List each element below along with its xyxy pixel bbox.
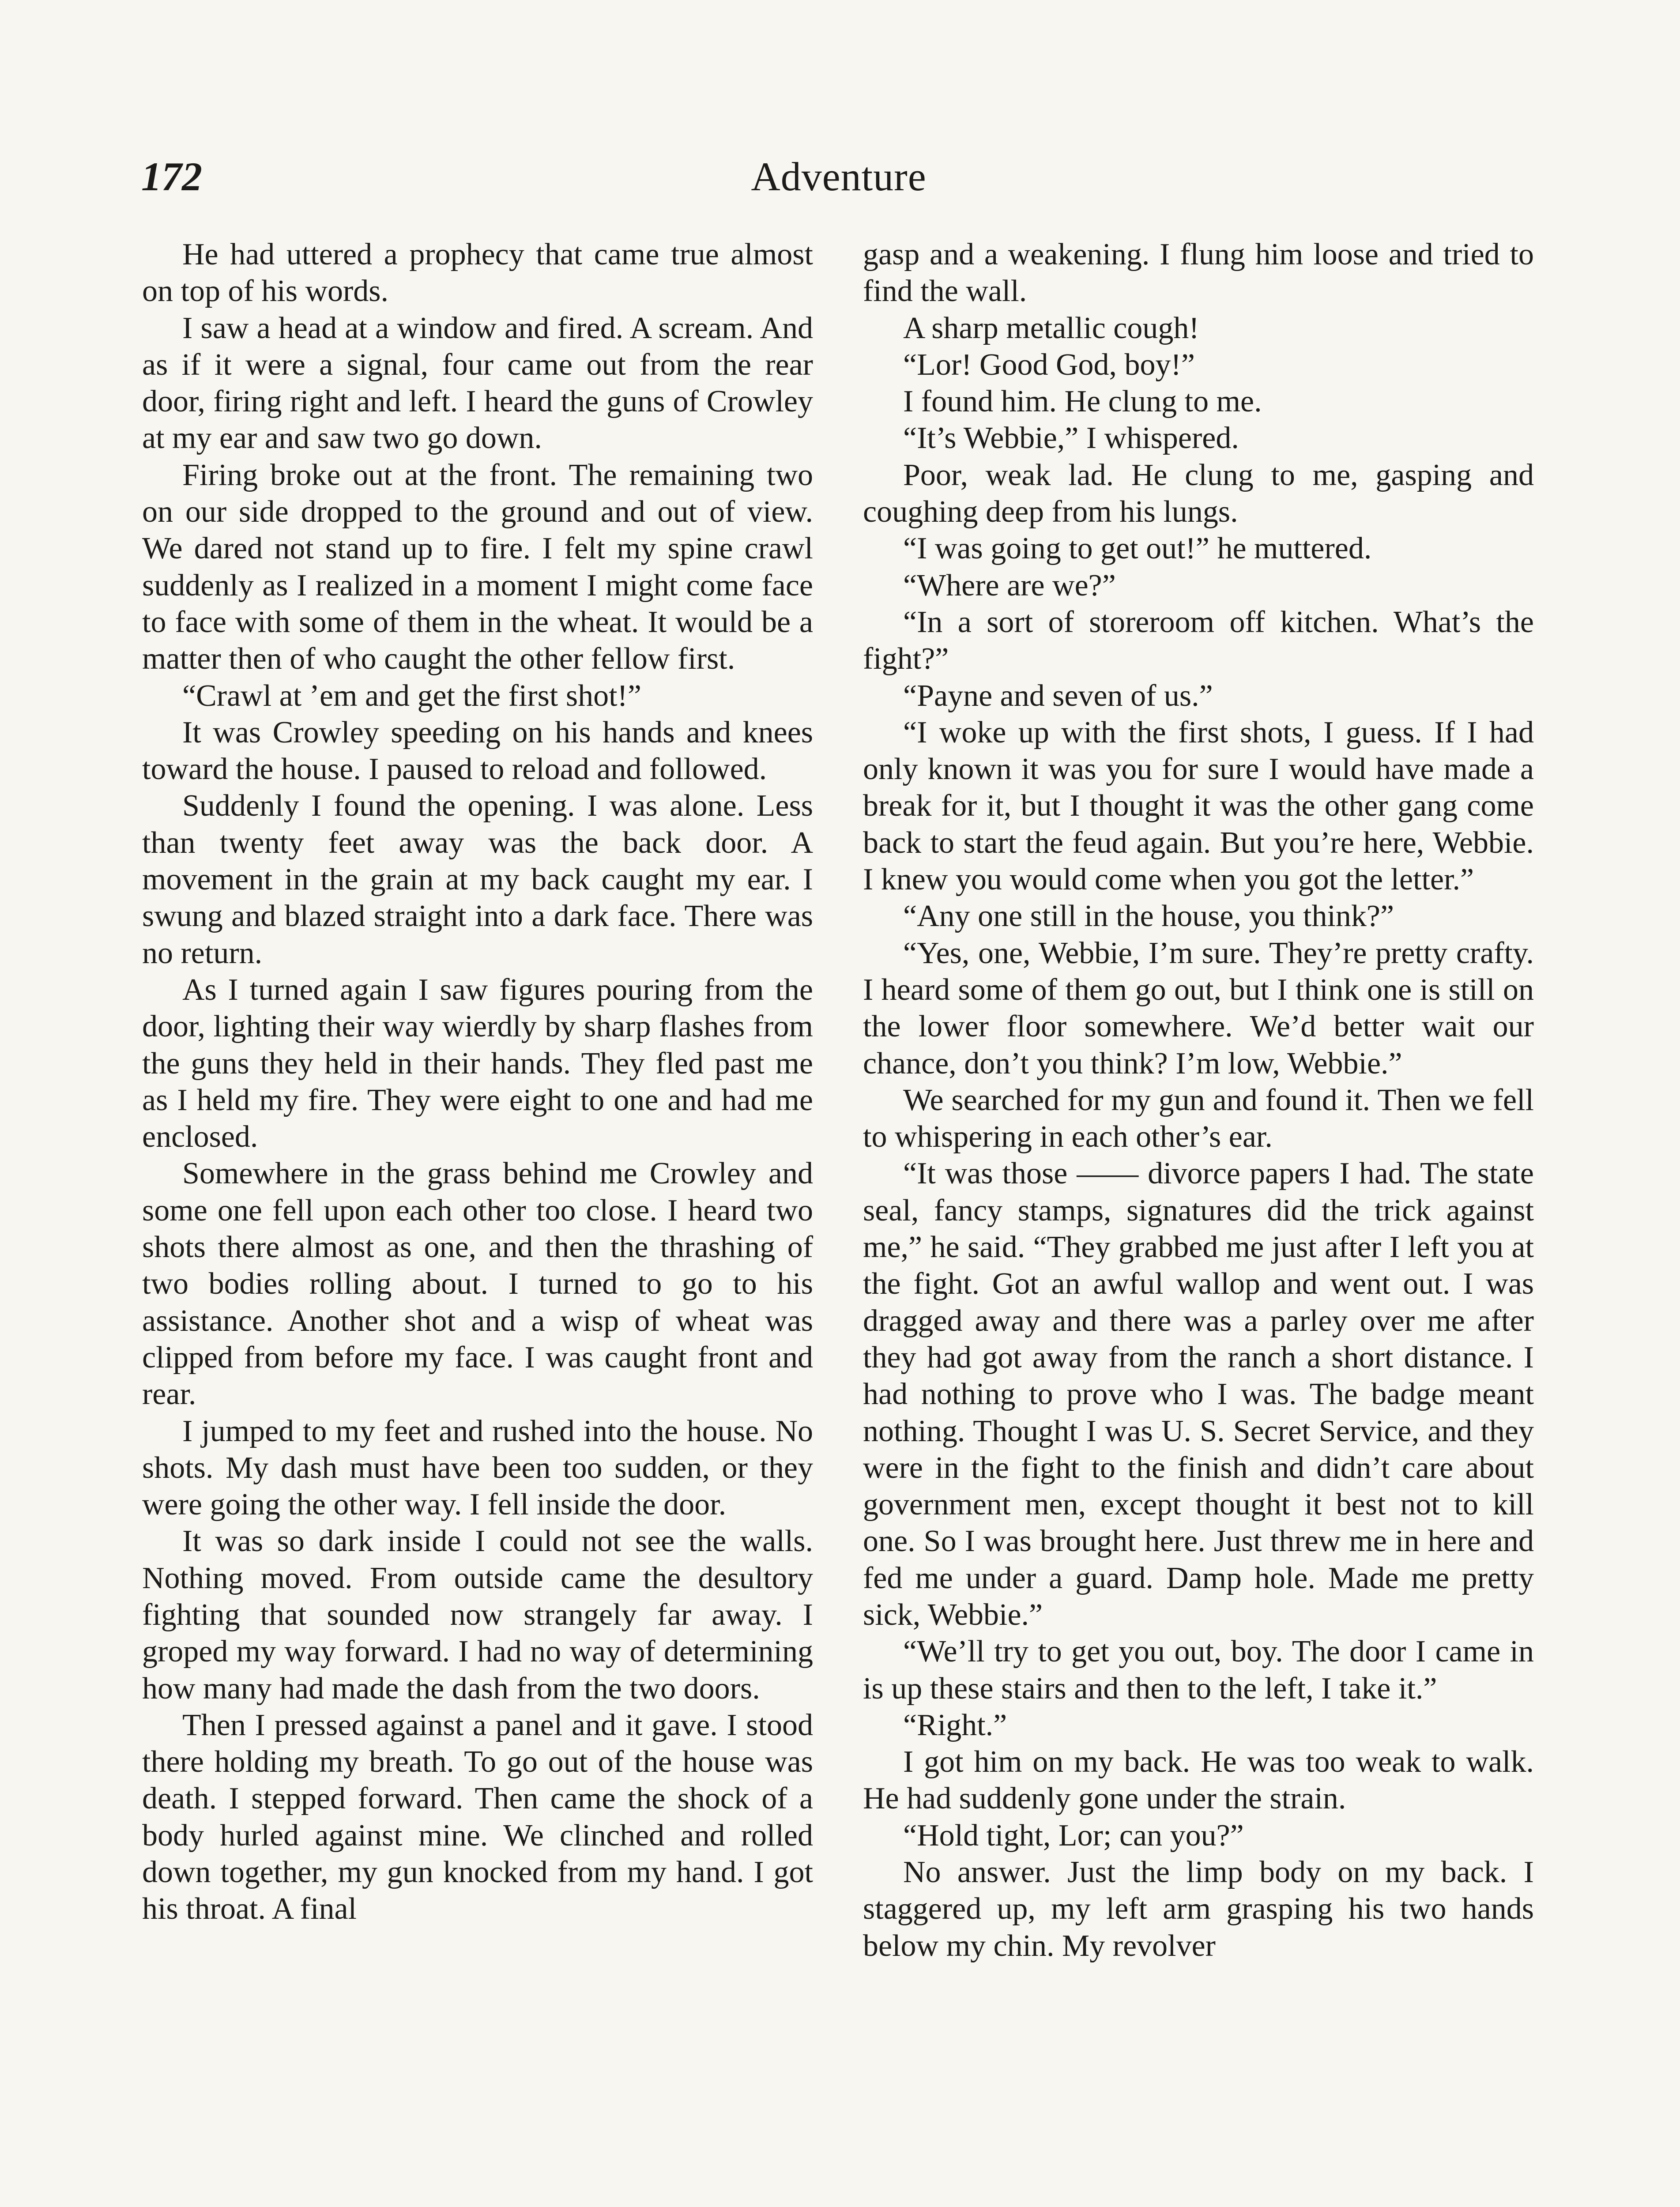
paragraph: “Payne and seven of us.” xyxy=(903,678,1213,713)
paragraph: Somewhere in the grass behind me Crowley and some one fell upon each other too close. I heard two shots there almost as one, and then the thrashing of two bodies rolling about. I turned to go to his assistance. Another shot and a wisp of wheat was clipped from before my face. I was caught front and rear. xyxy=(142,1156,813,1412)
paragraph: “I woke up with the first shots, I guess. If I had only known it was you for sure I would have made a break for it, but I thought it was the other gang come back to start the feud again. But you’re here, Webbie. I knew you would come when you got the letter.” xyxy=(863,715,1534,897)
paragraph: As I turned again I saw figures pouring from the door, lighting their way wierdly by sharp flashes from the guns they held in their hands. They fled past me as I held my fire. They were eight to one and had me enclosed. xyxy=(142,972,813,1154)
right-text-column xyxy=(863,236,1534,1964)
paragraph: Suddenly I found the opening. I was alone. Less than twenty feet away was the back door. A movement in the grain at my back caught my ear. I swung and blazed straight into a dark face. There was no return. xyxy=(142,789,813,970)
paragraph: We searched for my gun and found it. Then we fell to whispering in each other’s ear. xyxy=(863,1083,1534,1154)
paragraph: I got him on my back. He was too weak to walk. He had suddenly gone under the strain. xyxy=(863,1745,1534,1816)
paragraph: “Where are we?” xyxy=(903,568,1116,603)
paragraph: “It was those —— divorce papers I had. The state seal, fancy stamps, signatures did the trick against me,” he said. “They grabbed me just after I left you at the fight. Got an awful wallop and went out. I was dragged away and there was a parley over me after they had got away from the ranch a short distance. I had nothing to prove who I was. The badge meant nothing. Thought I was U. S. Secret Service, and they were in the fight to the finish and didn’t care about government men, except thought it best not to kill one. So I was brought here. Just threw me in here and fed me under a guard. Damp hole. Made me pretty sick, Webbie.” xyxy=(863,1156,1534,1632)
paragraph: “Yes, one, Webbie, I’m sure. They’re pretty crafty. I heard some of them go out, but I think one is still on the lower floor somewhere. We’d better wait our chance, don’t you think? I’m low, Webbie.” xyxy=(863,936,1534,1081)
paragraph: “In a sort of storeroom off kitchen. What’s the fight?” xyxy=(863,605,1534,676)
paragraph: Poor, weak lad. He clung to me, gasping and coughing deep from his lungs. xyxy=(863,458,1534,529)
paragraph: “Any one still in the house, you think?” xyxy=(903,899,1394,934)
paragraph: No answer. Just the limp body on my back. I staggered up, my left arm grasping his two hands below my chin. My revolver xyxy=(863,1855,1534,1963)
paragraph: “I was going to get out!” he muttered. xyxy=(903,531,1372,566)
paragraph: Then I pressed against a panel and it gave. I stood there holding my breath. To go out of the house was death. I stepped forward. Then came the shock of a body hurled against mine. We clinched and rolled down together, my gun knocked from my hand. I got his throat. A final xyxy=(142,1708,813,1926)
paragraph: “We’ll try to get you out, boy. The door I came in is up these stairs and then to the left, I take it.” xyxy=(863,1635,1534,1706)
paragraph: I found him. He clung to me. xyxy=(903,384,1262,419)
paragraph: It was Crowley speeding on his hands and knees toward the house. I paused to reload and followed. xyxy=(142,715,813,787)
paragraph: “Crawl at ’em and get the first shot!” xyxy=(182,678,641,713)
paragraph: I saw a head at a window and fired. A scream. And as if it were a signal, four came out from the rear door, firing right and left. I heard the guns of Crowley at my ear and saw two go down. xyxy=(142,311,813,456)
paragraph: “Lor! Good God, boy!” xyxy=(903,347,1195,382)
paragraph: “It’s Webbie,” I whispered. xyxy=(903,421,1239,456)
page-header xyxy=(141,146,1536,207)
paragraph: “Hold tight, Lor; can you?” xyxy=(903,1818,1244,1853)
paragraph: A sharp metallic cough! xyxy=(903,311,1199,345)
paragraph: I jumped to my feet and rushed into the house. No shots. My dash must have been too sudden, or they were going the other way. I fell inside the door. xyxy=(142,1414,813,1522)
paragraph-continuation: gasp and a weakening. I flung him loose and tried to find the wall. xyxy=(863,237,1534,309)
magazine-title: Adventure xyxy=(751,154,927,199)
left-text-column xyxy=(142,236,813,1928)
paragraph: Firing broke out at the front. The remaining two on our side dropped to the ground and out of view. We dared not stand up to fire. I felt my spine crawl suddenly as I realized in a moment I might come face to face with some of them in the wheat. It would be a matter then of who caught the other fellow first. xyxy=(142,458,813,676)
paragraph: He had uttered a prophecy that came true almost on top of his words. xyxy=(142,237,813,309)
paragraph: “Right.” xyxy=(903,1708,1007,1742)
paragraph: It was so dark inside I could not see the walls. Nothing moved. From outside came the desultory fighting that sounded now strangely far away. I groped my way forward. I had no way of determining how many had made the dash from the two doors. xyxy=(142,1524,813,1706)
page-number: 172 xyxy=(141,154,202,199)
